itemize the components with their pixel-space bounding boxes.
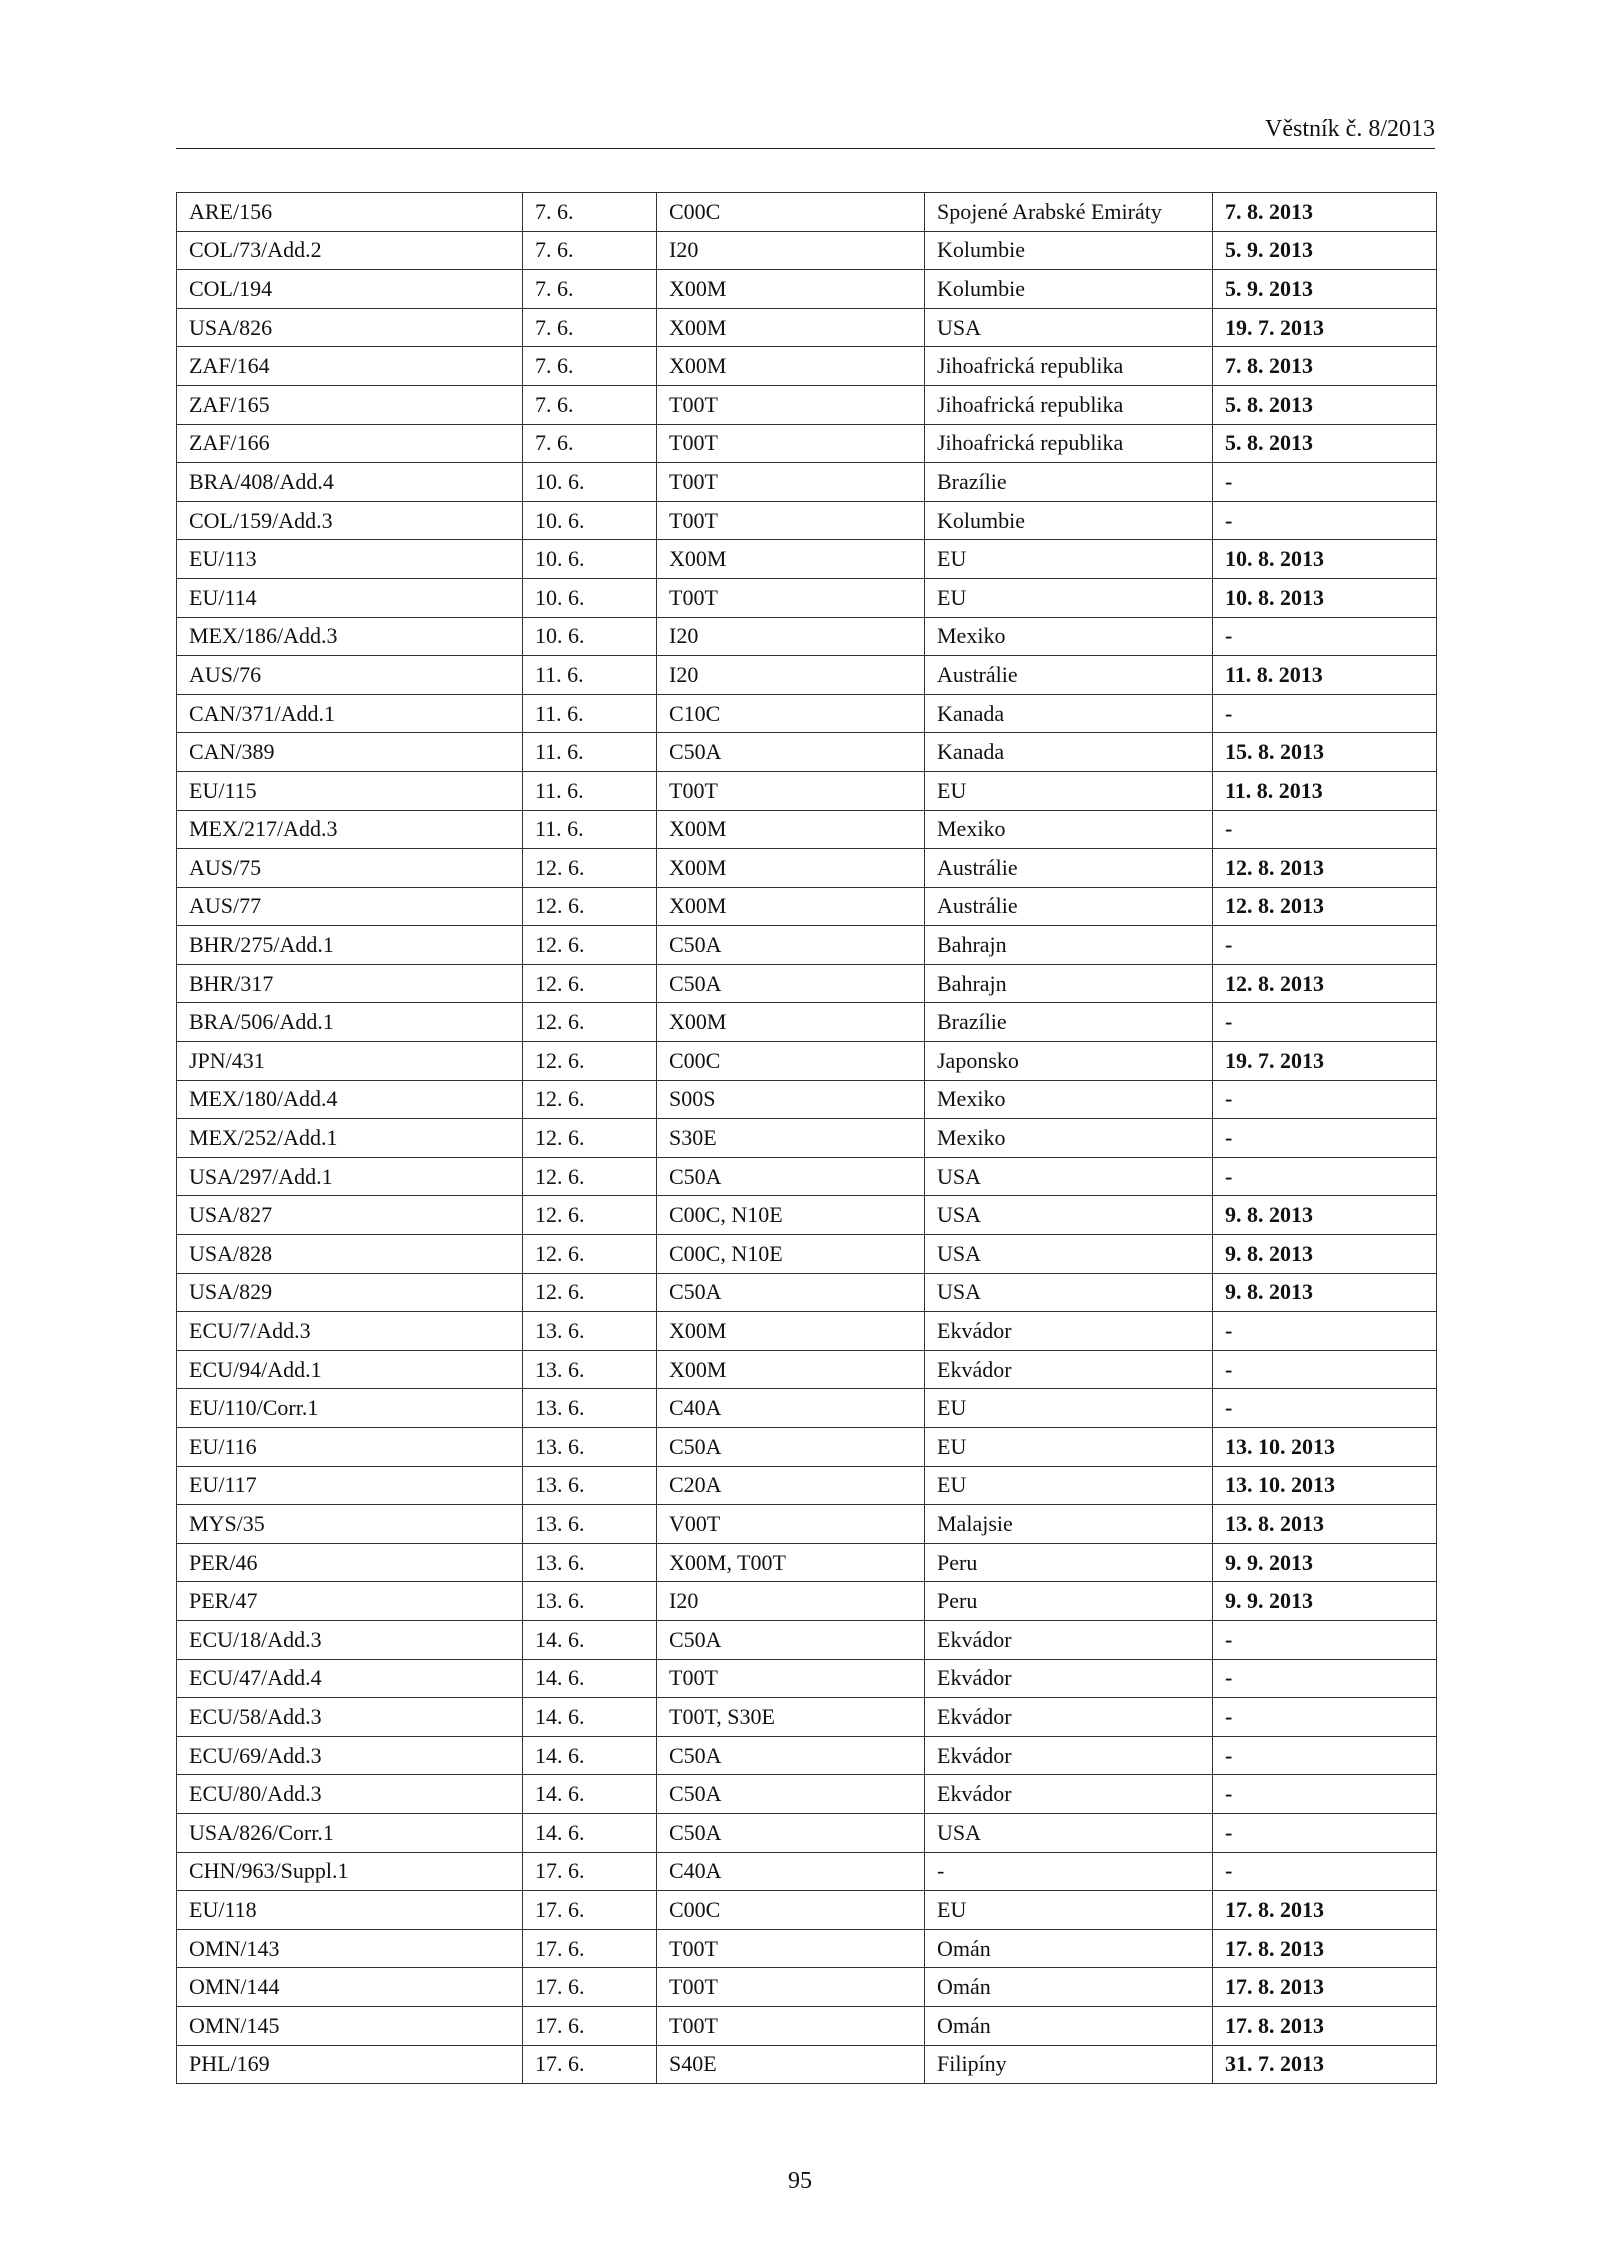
table-row: [177, 1466, 1437, 1505]
table-row: [177, 1428, 1437, 1467]
table-row: [177, 1196, 1437, 1235]
ics-code-cell: T00T: [657, 463, 925, 502]
country-cell: Kolumbie: [925, 270, 1213, 309]
document-code-cell: OMN/143: [177, 1929, 523, 1968]
document-code-cell: ECU/7/Add.3: [177, 1312, 523, 1351]
notification-date-cell: 13. 6.: [523, 1543, 657, 1582]
document-code-cell: MEX/252/Add.1: [177, 1119, 523, 1158]
country-cell: Ekvádor: [925, 1698, 1213, 1737]
table-row: [177, 540, 1437, 579]
country-cell: Austrálie: [925, 849, 1213, 888]
notification-date-cell: 17. 6.: [523, 2045, 657, 2084]
ics-code-cell: C20A: [657, 1466, 925, 1505]
ics-code-cell: X00M: [657, 1350, 925, 1389]
deadline-date-cell: 9. 9. 2013: [1213, 1543, 1437, 1582]
notification-date-cell: 10. 6.: [523, 463, 657, 502]
deadline-date-cell: -: [1213, 1350, 1437, 1389]
deadline-date-cell: 17. 8. 2013: [1213, 1929, 1437, 1968]
document-code-cell: USA/826: [177, 308, 523, 347]
table-row: [177, 2045, 1437, 2084]
ics-code-cell: V00T: [657, 1505, 925, 1544]
country-cell: Omán: [925, 1968, 1213, 2007]
table-row: [177, 1852, 1437, 1891]
document-code-cell: USA/827: [177, 1196, 523, 1235]
notification-date-cell: 17. 6.: [523, 1852, 657, 1891]
ics-code-cell: T00T: [657, 771, 925, 810]
country-cell: Kolumbie: [925, 501, 1213, 540]
country-cell: Austrálie: [925, 656, 1213, 695]
deadline-date-cell: 11. 8. 2013: [1213, 771, 1437, 810]
country-cell: Jihoafrická republika: [925, 424, 1213, 463]
deadline-date-cell: -: [1213, 617, 1437, 656]
country-cell: Mexiko: [925, 1080, 1213, 1119]
table-row: [177, 1273, 1437, 1312]
document-code-cell: EU/116: [177, 1428, 523, 1467]
country-cell: Japonsko: [925, 1042, 1213, 1081]
notification-date-cell: 7. 6.: [523, 308, 657, 347]
country-cell: Omán: [925, 2006, 1213, 2045]
ics-code-cell: C50A: [657, 1273, 925, 1312]
deadline-date-cell: -: [1213, 1157, 1437, 1196]
document-code-cell: MEX/186/Add.3: [177, 617, 523, 656]
table-row: [177, 1813, 1437, 1852]
ics-code-cell: X00M: [657, 1312, 925, 1351]
deadline-date-cell: 10. 8. 2013: [1213, 540, 1437, 579]
document-code-cell: ECU/94/Add.1: [177, 1350, 523, 1389]
table-row: [177, 617, 1437, 656]
table-row: [177, 1582, 1437, 1621]
notification-date-cell: 17. 6.: [523, 1929, 657, 1968]
deadline-date-cell: -: [1213, 1659, 1437, 1698]
table-row: [177, 347, 1437, 386]
country-cell: Kolumbie: [925, 231, 1213, 270]
table-row: [177, 1003, 1437, 1042]
notification-date-cell: 12. 6.: [523, 1119, 657, 1158]
document-code-cell: EU/114: [177, 578, 523, 617]
notification-date-cell: 11. 6.: [523, 694, 657, 733]
table-row: [177, 1119, 1437, 1158]
notification-date-cell: 17. 6.: [523, 2006, 657, 2045]
document-code-cell: BRA/408/Add.4: [177, 463, 523, 502]
ics-code-cell: C10C: [657, 694, 925, 733]
document-code-cell: JPN/431: [177, 1042, 523, 1081]
table-row: [177, 1543, 1437, 1582]
ics-code-cell: C50A: [657, 1775, 925, 1814]
deadline-date-cell: 12. 8. 2013: [1213, 849, 1437, 888]
ics-code-cell: X00M: [657, 540, 925, 579]
ics-code-cell: I20: [657, 1582, 925, 1621]
table-row: [177, 887, 1437, 926]
notification-date-cell: 11. 6.: [523, 733, 657, 772]
notification-date-cell: 12. 6.: [523, 1080, 657, 1119]
table-row: [177, 1775, 1437, 1814]
ics-code-cell: S30E: [657, 1119, 925, 1158]
notification-date-cell: 13. 6.: [523, 1466, 657, 1505]
country-cell: Bahrajn: [925, 964, 1213, 1003]
country-cell: Mexiko: [925, 617, 1213, 656]
deadline-date-cell: -: [1213, 463, 1437, 502]
country-cell: EU: [925, 1428, 1213, 1467]
notification-date-cell: 12. 6.: [523, 1003, 657, 1042]
deadline-date-cell: 12. 8. 2013: [1213, 887, 1437, 926]
notification-date-cell: 17. 6.: [523, 1891, 657, 1930]
table-row: [177, 1312, 1437, 1351]
notification-date-cell: 10. 6.: [523, 540, 657, 579]
country-cell: EU: [925, 1389, 1213, 1428]
ics-code-cell: X00M: [657, 1003, 925, 1042]
country-cell: Kanada: [925, 733, 1213, 772]
deadline-date-cell: 9. 8. 2013: [1213, 1273, 1437, 1312]
document-code-cell: PER/47: [177, 1582, 523, 1621]
ics-code-cell: T00T, S30E: [657, 1698, 925, 1737]
table-row: [177, 2006, 1437, 2045]
country-cell: Ekvádor: [925, 1620, 1213, 1659]
deadline-date-cell: 5. 8. 2013: [1213, 424, 1437, 463]
notification-date-cell: 7. 6.: [523, 193, 657, 232]
table-row: [177, 1659, 1437, 1698]
table-row: [177, 1929, 1437, 1968]
ics-code-cell: T00T: [657, 1929, 925, 1968]
country-cell: Brazílie: [925, 1003, 1213, 1042]
document-code-cell: PER/46: [177, 1543, 523, 1582]
country-cell: USA: [925, 1273, 1213, 1312]
deadline-date-cell: 13. 10. 2013: [1213, 1428, 1437, 1467]
deadline-date-cell: 13. 10. 2013: [1213, 1466, 1437, 1505]
ics-code-cell: C50A: [657, 1157, 925, 1196]
table-row: [177, 231, 1437, 270]
country-cell: Jihoafrická republika: [925, 347, 1213, 386]
ics-code-cell: C00C, N10E: [657, 1235, 925, 1274]
document-code-cell: EU/110/Corr.1: [177, 1389, 523, 1428]
deadline-date-cell: 7. 8. 2013: [1213, 347, 1437, 386]
country-cell: Peru: [925, 1543, 1213, 1582]
page-header: [176, 112, 1435, 149]
table-row: [177, 578, 1437, 617]
country-cell: Kanada: [925, 694, 1213, 733]
ics-code-cell: C50A: [657, 964, 925, 1003]
deadline-date-cell: 15. 8. 2013: [1213, 733, 1437, 772]
table-row: [177, 1620, 1437, 1659]
document-code-cell: USA/297/Add.1: [177, 1157, 523, 1196]
deadline-date-cell: 13. 8. 2013: [1213, 1505, 1437, 1544]
deadline-date-cell: -: [1213, 1775, 1437, 1814]
deadline-date-cell: -: [1213, 1813, 1437, 1852]
notification-date-cell: 12. 6.: [523, 1235, 657, 1274]
ics-code-cell: X00M: [657, 308, 925, 347]
country-cell: USA: [925, 1235, 1213, 1274]
deadline-date-cell: -: [1213, 810, 1437, 849]
table-row: [177, 193, 1437, 232]
notification-date-cell: 13. 6.: [523, 1312, 657, 1351]
ics-code-cell: X00M: [657, 849, 925, 888]
document-code-cell: ECU/69/Add.3: [177, 1736, 523, 1775]
country-cell: Ekvádor: [925, 1659, 1213, 1698]
ics-code-cell: T00T: [657, 1659, 925, 1698]
deadline-date-cell: -: [1213, 1119, 1437, 1158]
table-row: [177, 424, 1437, 463]
ics-code-cell: C00C: [657, 1042, 925, 1081]
ics-code-cell: C00C: [657, 1891, 925, 1930]
deadline-date-cell: 5. 9. 2013: [1213, 231, 1437, 270]
document-code-cell: ZAF/164: [177, 347, 523, 386]
document-code-cell: BHR/275/Add.1: [177, 926, 523, 965]
notification-date-cell: 13. 6.: [523, 1505, 657, 1544]
table-row: [177, 810, 1437, 849]
table-row: [177, 270, 1437, 309]
country-cell: EU: [925, 540, 1213, 579]
ics-code-cell: T00T: [657, 424, 925, 463]
notification-date-cell: 7. 6.: [523, 347, 657, 386]
notification-date-cell: 11. 6.: [523, 656, 657, 695]
deadline-date-cell: -: [1213, 1389, 1437, 1428]
ics-code-cell: C50A: [657, 1736, 925, 1775]
document-code-cell: COL/73/Add.2: [177, 231, 523, 270]
ics-code-cell: T00T: [657, 501, 925, 540]
country-cell: Brazílie: [925, 463, 1213, 502]
deadline-date-cell: -: [1213, 501, 1437, 540]
deadline-date-cell: -: [1213, 1003, 1437, 1042]
document-code-cell: COL/159/Add.3: [177, 501, 523, 540]
deadline-date-cell: 5. 9. 2013: [1213, 270, 1437, 309]
notification-date-cell: 13. 6.: [523, 1582, 657, 1621]
deadline-date-cell: 5. 8. 2013: [1213, 385, 1437, 424]
table-row: [177, 501, 1437, 540]
country-cell: Filipíny: [925, 2045, 1213, 2084]
ics-code-cell: C40A: [657, 1852, 925, 1891]
deadline-date-cell: 19. 7. 2013: [1213, 308, 1437, 347]
table-row: [177, 1235, 1437, 1274]
country-cell: EU: [925, 1466, 1213, 1505]
ics-code-cell: C50A: [657, 733, 925, 772]
table-row: [177, 733, 1437, 772]
ics-code-cell: I20: [657, 656, 925, 695]
table-row: [177, 1080, 1437, 1119]
notification-date-cell: 14. 6.: [523, 1813, 657, 1852]
notification-date-cell: 14. 6.: [523, 1736, 657, 1775]
document-code-cell: AUS/77: [177, 887, 523, 926]
document-code-cell: AUS/76: [177, 656, 523, 695]
ics-code-cell: C50A: [657, 1813, 925, 1852]
table-row: [177, 463, 1437, 502]
country-cell: Bahrajn: [925, 926, 1213, 965]
notification-date-cell: 11. 6.: [523, 810, 657, 849]
country-cell: USA: [925, 1196, 1213, 1235]
deadline-date-cell: 31. 7. 2013: [1213, 2045, 1437, 2084]
country-cell: EU: [925, 771, 1213, 810]
table-row: [177, 694, 1437, 733]
table-row: [177, 1042, 1437, 1081]
country-cell: Ekvádor: [925, 1350, 1213, 1389]
table-row: [177, 308, 1437, 347]
document-code-cell: AUS/75: [177, 849, 523, 888]
ics-code-cell: S00S: [657, 1080, 925, 1119]
notification-date-cell: 7. 6.: [523, 385, 657, 424]
ics-code-cell: I20: [657, 617, 925, 656]
document-code-cell: MEX/217/Add.3: [177, 810, 523, 849]
ics-code-cell: X00M: [657, 810, 925, 849]
table-row: [177, 1505, 1437, 1544]
deadline-date-cell: 9. 9. 2013: [1213, 1582, 1437, 1621]
notification-date-cell: 14. 6.: [523, 1620, 657, 1659]
notification-date-cell: 12. 6.: [523, 1196, 657, 1235]
notification-date-cell: 12. 6.: [523, 1042, 657, 1081]
document-code-cell: EU/117: [177, 1466, 523, 1505]
country-cell: Spojené Arabské Emiráty: [925, 193, 1213, 232]
table-row: [177, 964, 1437, 1003]
document-code-cell: BHR/317: [177, 964, 523, 1003]
ics-code-cell: C00C: [657, 193, 925, 232]
document-code-cell: ARE/156: [177, 193, 523, 232]
document-code-cell: CAN/371/Add.1: [177, 694, 523, 733]
deadline-date-cell: -: [1213, 926, 1437, 965]
deadline-date-cell: -: [1213, 1852, 1437, 1891]
ics-code-cell: C40A: [657, 1389, 925, 1428]
notification-date-cell: 12. 6.: [523, 887, 657, 926]
country-cell: USA: [925, 1813, 1213, 1852]
document-code-cell: ECU/18/Add.3: [177, 1620, 523, 1659]
document-code-cell: OMN/145: [177, 2006, 523, 2045]
document-code-cell: ECU/47/Add.4: [177, 1659, 523, 1698]
deadline-date-cell: -: [1213, 1080, 1437, 1119]
deadline-date-cell: 19. 7. 2013: [1213, 1042, 1437, 1081]
deadline-date-cell: 11. 8. 2013: [1213, 656, 1437, 695]
document-code-cell: PHL/169: [177, 2045, 523, 2084]
table-row: [177, 1968, 1437, 2007]
document-code-cell: ECU/80/Add.3: [177, 1775, 523, 1814]
notification-date-cell: 13. 6.: [523, 1428, 657, 1467]
table-row: [177, 656, 1437, 695]
deadline-date-cell: 17. 8. 2013: [1213, 2006, 1437, 2045]
ics-code-cell: X00M: [657, 887, 925, 926]
document-code-cell: USA/826/Corr.1: [177, 1813, 523, 1852]
table-row: [177, 1698, 1437, 1737]
ics-code-cell: C50A: [657, 1428, 925, 1467]
ics-code-cell: C50A: [657, 1620, 925, 1659]
country-cell: Jihoafrická republika: [925, 385, 1213, 424]
ics-code-cell: C50A: [657, 926, 925, 965]
country-cell: EU: [925, 1891, 1213, 1930]
notification-date-cell: 7. 6.: [523, 424, 657, 463]
ics-code-cell: T00T: [657, 1968, 925, 2007]
deadline-date-cell: -: [1213, 1312, 1437, 1351]
table-body: [177, 193, 1437, 2084]
document-code-cell: ZAF/165: [177, 385, 523, 424]
notification-date-cell: 14. 6.: [523, 1659, 657, 1698]
deadline-date-cell: -: [1213, 1736, 1437, 1775]
deadline-date-cell: -: [1213, 1620, 1437, 1659]
notification-date-cell: 12. 6.: [523, 964, 657, 1003]
country-cell: Austrálie: [925, 887, 1213, 926]
notification-date-cell: 10. 6.: [523, 501, 657, 540]
country-cell: Ekvádor: [925, 1312, 1213, 1351]
document-code-cell: ECU/58/Add.3: [177, 1698, 523, 1737]
country-cell: USA: [925, 308, 1213, 347]
country-cell: Mexiko: [925, 1119, 1213, 1158]
document-code-cell: EU/115: [177, 771, 523, 810]
document-code-cell: MEX/180/Add.4: [177, 1080, 523, 1119]
deadline-date-cell: -: [1213, 1698, 1437, 1737]
document-code-cell: USA/829: [177, 1273, 523, 1312]
notification-date-cell: 14. 6.: [523, 1698, 657, 1737]
journal-title: Věstník č. 8/2013: [1265, 116, 1435, 142]
deadline-date-cell: 17. 8. 2013: [1213, 1968, 1437, 2007]
country-cell: USA: [925, 1157, 1213, 1196]
notification-date-cell: 13. 6.: [523, 1350, 657, 1389]
document-code-cell: EU/118: [177, 1891, 523, 1930]
table-row: [177, 1350, 1437, 1389]
notification-date-cell: 7. 6.: [523, 270, 657, 309]
deadline-date-cell: 12. 8. 2013: [1213, 964, 1437, 1003]
ics-code-cell: C00C, N10E: [657, 1196, 925, 1235]
deadline-date-cell: 10. 8. 2013: [1213, 578, 1437, 617]
deadline-date-cell: 7. 8. 2013: [1213, 193, 1437, 232]
table-row: [177, 926, 1437, 965]
ics-code-cell: X00M, T00T: [657, 1543, 925, 1582]
notification-date-cell: 10. 6.: [523, 578, 657, 617]
document-code-cell: CAN/389: [177, 733, 523, 772]
notification-date-cell: 7. 6.: [523, 231, 657, 270]
document-code-cell: EU/113: [177, 540, 523, 579]
document-code-cell: CHN/963/Suppl.1: [177, 1852, 523, 1891]
country-cell: EU: [925, 578, 1213, 617]
notification-date-cell: 11. 6.: [523, 771, 657, 810]
table-row: [177, 1891, 1437, 1930]
notification-date-cell: 17. 6.: [523, 1968, 657, 2007]
document-code-cell: OMN/144: [177, 1968, 523, 2007]
ics-code-cell: S40E: [657, 2045, 925, 2084]
table-row: [177, 849, 1437, 888]
document-code-cell: BRA/506/Add.1: [177, 1003, 523, 1042]
document-code-cell: MYS/35: [177, 1505, 523, 1544]
deadline-date-cell: -: [1213, 694, 1437, 733]
country-cell: Mexiko: [925, 810, 1213, 849]
country-cell: Ekvádor: [925, 1775, 1213, 1814]
notification-date-cell: 14. 6.: [523, 1775, 657, 1814]
document-code-cell: ZAF/166: [177, 424, 523, 463]
notification-table: [176, 192, 1437, 2084]
country-cell: Peru: [925, 1582, 1213, 1621]
notification-date-cell: 12. 6.: [523, 1273, 657, 1312]
country-cell: Malajsie: [925, 1505, 1213, 1544]
notification-date-cell: 12. 6.: [523, 849, 657, 888]
country-cell: Omán: [925, 1929, 1213, 1968]
document-code-cell: COL/194: [177, 270, 523, 309]
ics-code-cell: T00T: [657, 2006, 925, 2045]
country-cell: -: [925, 1852, 1213, 1891]
ics-code-cell: T00T: [657, 385, 925, 424]
table-row: [177, 771, 1437, 810]
document-code-cell: USA/828: [177, 1235, 523, 1274]
notification-date-cell: 10. 6.: [523, 617, 657, 656]
ics-code-cell: X00M: [657, 270, 925, 309]
ics-code-cell: T00T: [657, 578, 925, 617]
table-row: [177, 385, 1437, 424]
notification-date-cell: 12. 6.: [523, 1157, 657, 1196]
deadline-date-cell: 9. 8. 2013: [1213, 1196, 1437, 1235]
table-row: [177, 1736, 1437, 1775]
notification-date-cell: 13. 6.: [523, 1389, 657, 1428]
country-cell: Ekvádor: [925, 1736, 1213, 1775]
ics-code-cell: I20: [657, 231, 925, 270]
table-row: [177, 1157, 1437, 1196]
deadline-date-cell: 9. 8. 2013: [1213, 1235, 1437, 1274]
page-number: 95: [788, 2168, 812, 2194]
notification-date-cell: 12. 6.: [523, 926, 657, 965]
deadline-date-cell: 17. 8. 2013: [1213, 1891, 1437, 1930]
table-row: [177, 1389, 1437, 1428]
ics-code-cell: X00M: [657, 347, 925, 386]
